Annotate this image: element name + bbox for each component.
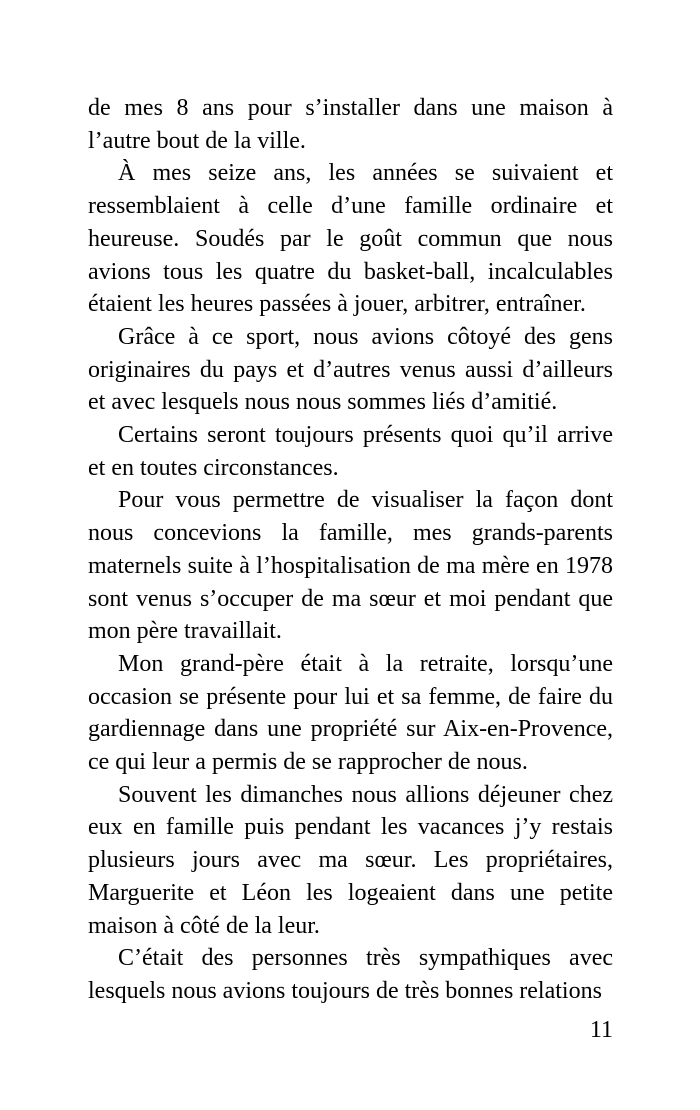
paragraph: À mes seize ans, les années se suivaient et ressemblaient à celle d’une famille ordinaire et heureuse. Soudés par le goût commun que nous avions tous les quatre du basket-ball, incalculables étaient les heures passées à jouer, arbitrer, entraîner. (88, 160, 613, 318)
paragraph: Mon grand-père était à la retraite, lorsqu’une occasion se présente pour lui et sa femme, de faire du gardiennage dans une propriété sur Aix-en-Provence, ce qui leur a permis de se rapprocher de nous. (88, 650, 613, 776)
paragraph-continued: de mes 8 ans pour s’installer dans une maison à l’autre bout de la ville. (88, 95, 613, 154)
page-body (88, 92, 613, 1008)
paragraph: Grâce à ce sport, nous avions côtoyé des gens originaires du pays et d’autres venus aussi d’ailleurs et avec lesquels nous nous sommes liés d’amitié. (88, 323, 613, 416)
paragraph: C’était des personnes très sympathiques avec lesquels nous avions toujours de très bonnes relations (88, 945, 613, 1004)
paragraph: Souvent les dimanches nous allions déjeuner chez eux en famille puis pendant les vacances j’y restais plusieurs jours avec ma sœur. Les propriétaires, Marguerite et Léon les logeaient dans une petite maison à côté de la leur. (88, 781, 613, 939)
paragraph: Pour vous permettre de visualiser la façon dont nous concevions la famille, mes grands-parents maternels suite à l’hospitalisation de ma mère en 1978 sont venus s’occuper de ma sœur et moi pendant que mon père travaillait. (88, 487, 613, 645)
page-number: 11 (589, 1017, 613, 1043)
paragraph: Certains seront toujours présents quoi qu’il arrive et en toutes circonstances. (88, 422, 613, 481)
